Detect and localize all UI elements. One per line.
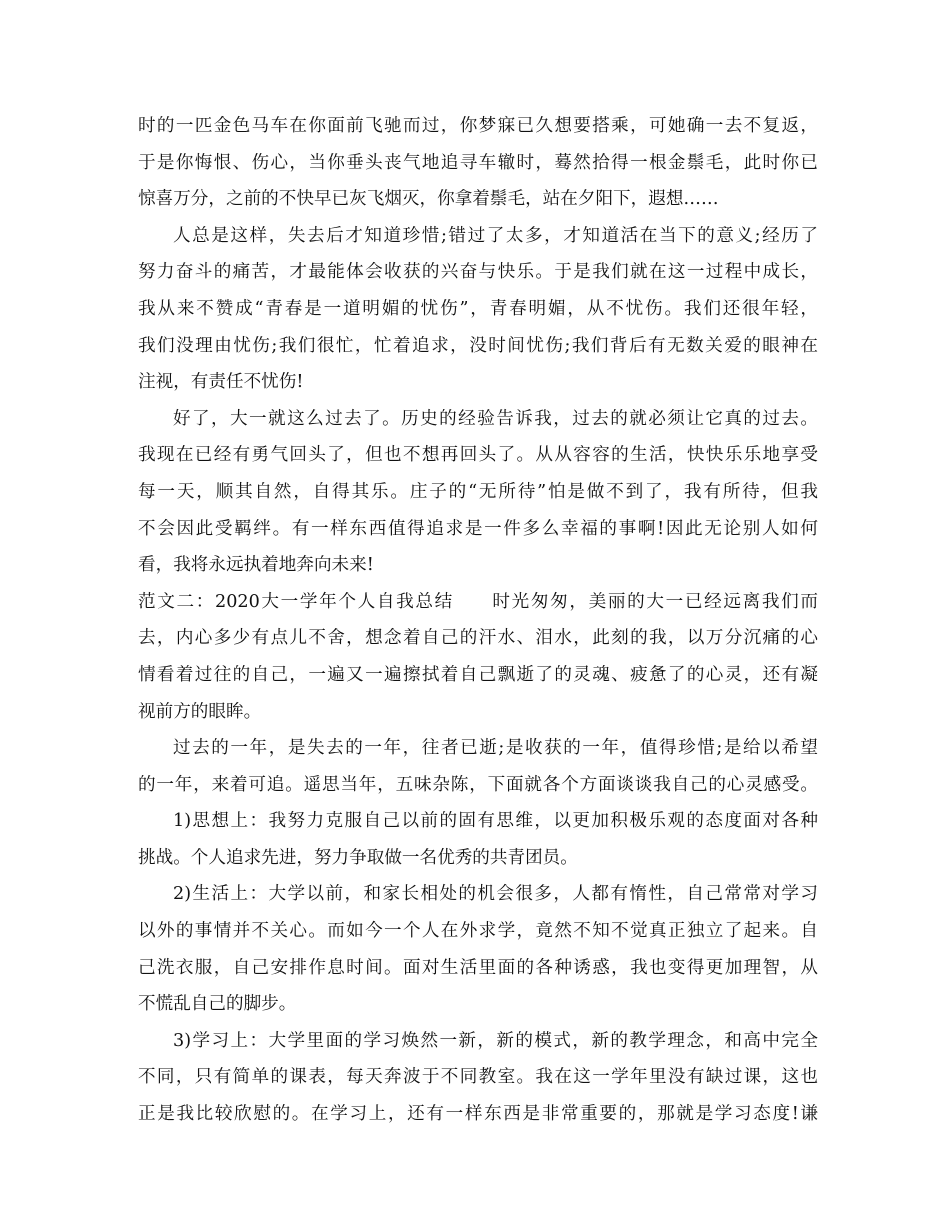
text-line: 视前方的眼眸。 (138, 701, 262, 722)
text-line: 我现在已经有勇气回头了，但也不想再回头了。从从容容的生活，快快乐乐地享受 (138, 445, 818, 466)
paragraph-first-line: 好了，大一就这么过去了。历史的经验告诉我，过去的就必须让它真的过去。 (173, 408, 818, 429)
text-line: 时的一匹金色马车在你面前飞驰而过，你梦寐已久想要搭乘，可她确一去不复返， (138, 116, 818, 136)
text-line: 挑战。个人追求先进，努力争取做一名优秀的共青团员。 (138, 847, 578, 868)
text-line: 不同，只有简单的课表，每天奔波于不同教室。我在这一学年里没有缺过课，这也 (138, 1067, 818, 1088)
paragraph-first-line: 过去的一年，是失去的一年，往者已逝;是收获的一年，值得珍惜;是给以希望 (173, 738, 818, 759)
text-line: 于是你悔恨、伤心，当你垂头丧气地追寻车辙时，蓦然拾得一根金鬃毛，此时你已 (138, 152, 818, 173)
text-line: 的一年，来着可追。遥思当年，五味杂陈，下面就各个方面谈谈我自己的心灵感受。 (138, 774, 818, 795)
text-line: 去，内心多少有点儿不舍，想念着自己的汗水、泪水，此刻的我，以万分沉痛的心 (138, 628, 818, 649)
text-line: 我们没理由忧伤;我们很忙，忙着追求，没时间忧伤;我们背后有无数关爱的眼神在 (138, 335, 818, 356)
paragraph-first-line: 人总是这样，失去后才知道珍惜;错过了太多，才知道活在当下的意义;经历了 (173, 225, 818, 246)
text-line: 不会因此受羁绊。有一样东西值得追求是一件多么幸福的事啊!因此无论别人如何 (138, 518, 818, 539)
section-heading-line: 范文二：2020大一学年个人自我总结 时光匆匆，美丽的大一已经远离我们而 (138, 591, 818, 612)
text-line: 情看着过往的自己，一遍又一遍擦拭着自己飘逝了的灵魂、疲惫了的心灵，还有凝 (138, 664, 818, 685)
text-line: 每一天，顺其自然，自得其乐。庄子的“无所待”怕是做不到了，我有所待，但我 (138, 481, 818, 502)
text-line: 看，我将永远执着地奔向未来! (138, 555, 374, 576)
paragraph-first-line: 2)生活上：大学以前，和家长相处的机会很多，人都有惰性，自己常常对学习 (173, 884, 818, 905)
text-line: 己洗衣服，自己安排作息时间。面对生活里面的各种诱惑，我也变得更加理智，从 (138, 957, 818, 978)
text-line: 努力奋斗的痛苦，才最能体会收获的兴奋与快乐。于是我们就在这一过程中成长， (138, 262, 818, 283)
text-line: 以外的事情并不关心。而如今一个人在外求学，竟然不知不觉真正独立了起来。自 (138, 921, 818, 942)
text-line: 注视，有责任不忧伤! (138, 372, 304, 393)
paragraph-first-line: 3)学习上：大学里面的学习焕然一新，新的模式，新的教学理念，和高中完全 (173, 1030, 818, 1051)
paragraph-first-line: 1)思想上：我努力克服自己以前的固有思维，以更加积极乐观的态度面对各种 (173, 811, 818, 832)
text-line: 我从来不赞成“青春是一道明媚的忧伤”，青春明媚，从不忧伤。我们还很年轻， (138, 298, 818, 319)
document-body (138, 108, 818, 1133)
text-line: 正是我比较欣慰的。在学习上，还有一样东西是非常重要的，那就是学习态度!谦 (138, 1104, 818, 1125)
text-line: 惊喜万分，之前的不快早已灰飞烟灭，你拿着鬃毛，站在夕阳下，遐想…… (138, 189, 719, 210)
text-line: 不慌乱自己的脚步。 (138, 994, 297, 1015)
